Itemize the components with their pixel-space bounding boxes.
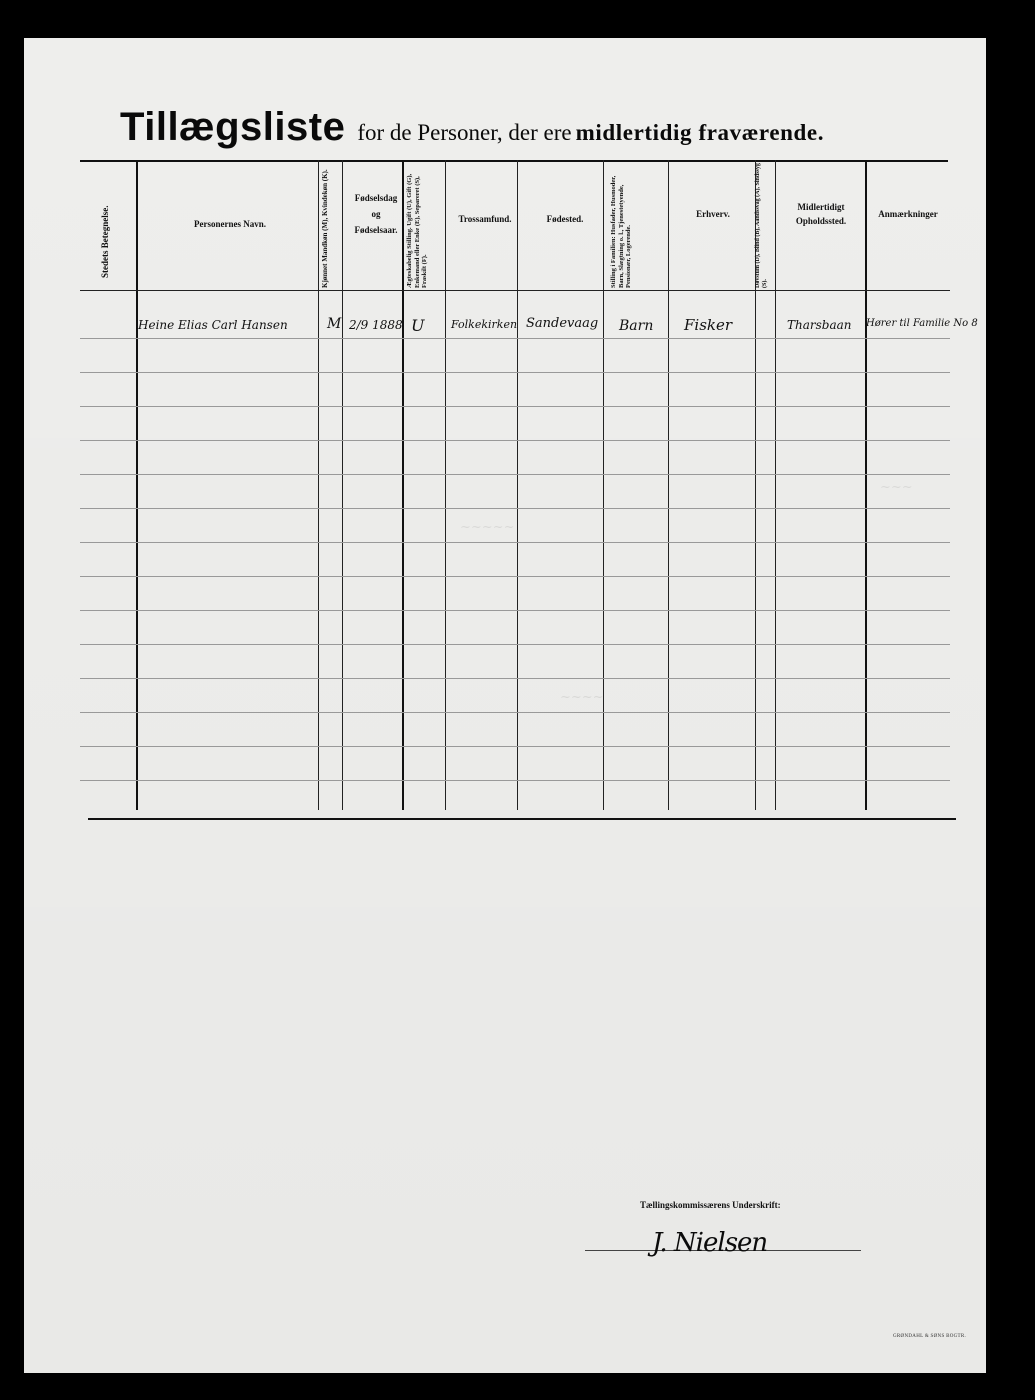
cell-opholdssted: Tharsbaan: [787, 318, 852, 332]
cell-aegteskab: U: [411, 316, 425, 335]
header-aegteskab: Ægteskabelig Stilling. Ugift (U), Gift (G), Enkemand eller Enke (E), Separeret (S), Fraskilt (F).: [406, 173, 428, 288]
title-main: Tillægsliste: [120, 105, 346, 149]
row-line: [80, 678, 950, 679]
header-dovstum: Døvstum (D), Blind (B), Aandssvag (A), Sindssyg (S).: [755, 163, 768, 288]
header-fodested: Fødested.: [546, 214, 584, 224]
cell-tro: Folkekirken: [451, 318, 518, 331]
signature-label: Tællingskommissærens Underskrift:: [640, 1200, 781, 1210]
row-line: [80, 372, 950, 373]
row-line: [80, 508, 950, 509]
cell-fodsel: 2/9 1888: [349, 318, 403, 332]
row-line: [80, 474, 950, 475]
bleed-through-mark: ~~~~: [560, 690, 604, 705]
cell-anmaerkninger: Hører til Familie No 8: [866, 318, 978, 329]
header-rule: [80, 290, 950, 291]
header-fodsel-3: Fødselsaar.: [354, 225, 398, 235]
bleed-through-mark: ~~~~~: [460, 520, 515, 535]
header-stedets: Stedets Betegnelse.: [100, 205, 110, 278]
cell-erhverv: Fisker: [684, 316, 733, 334]
header-erhverv: Erhverv.: [696, 209, 730, 219]
header-fodsel-1: Fødselsdag: [354, 193, 398, 203]
row-line: [80, 610, 950, 611]
commissioner-signature: J. Nielsen: [652, 1228, 768, 1258]
printer-imprint: GRØNDAHL & SØNS BOGTR.: [893, 1334, 967, 1339]
bleed-through-mark: ~~~: [880, 480, 913, 495]
cell-kjonnet: M: [327, 316, 342, 332]
row-line: [80, 644, 950, 645]
table-bottom-rule: [88, 818, 956, 820]
header-kjonnet: Kjønnet Mandkøn (M), Kvindekøn (K).: [321, 169, 329, 288]
row-line: [80, 746, 950, 747]
row-line: [80, 712, 950, 713]
header-fodsel-2: og: [371, 209, 381, 219]
header-tro: Trossamfund.: [458, 214, 512, 224]
header-midlertidigt-1: Midlertidigt: [797, 202, 845, 212]
title-bold: midlertidig fraværende.: [575, 120, 825, 145]
form-title: [120, 105, 824, 150]
header-navn: Personernes Navn.: [194, 219, 266, 229]
row-line: [80, 440, 950, 441]
header-anmaerkninger: Anmærkninger: [878, 209, 938, 219]
row-line: [80, 338, 950, 339]
row-line: [80, 576, 950, 577]
title-middle: for de Personer, der ere: [357, 120, 572, 145]
row-line: [80, 406, 950, 407]
header-stilling: Stilling i Familien: Husfader, Husmoder, Barn, Slægtning o. l., Tjenestetyende, Pensionær, Logerende.: [610, 175, 632, 288]
row-line: [80, 542, 950, 543]
cell-stilling: Barn: [619, 318, 654, 334]
cell-navn: Heine Elias Carl Hansen: [138, 318, 288, 332]
header-midlertidigt-2: Opholdssted.: [795, 216, 847, 226]
census-table: [80, 160, 950, 817]
row-line: [80, 780, 950, 781]
cell-fodested: Sandevaag: [526, 316, 599, 331]
